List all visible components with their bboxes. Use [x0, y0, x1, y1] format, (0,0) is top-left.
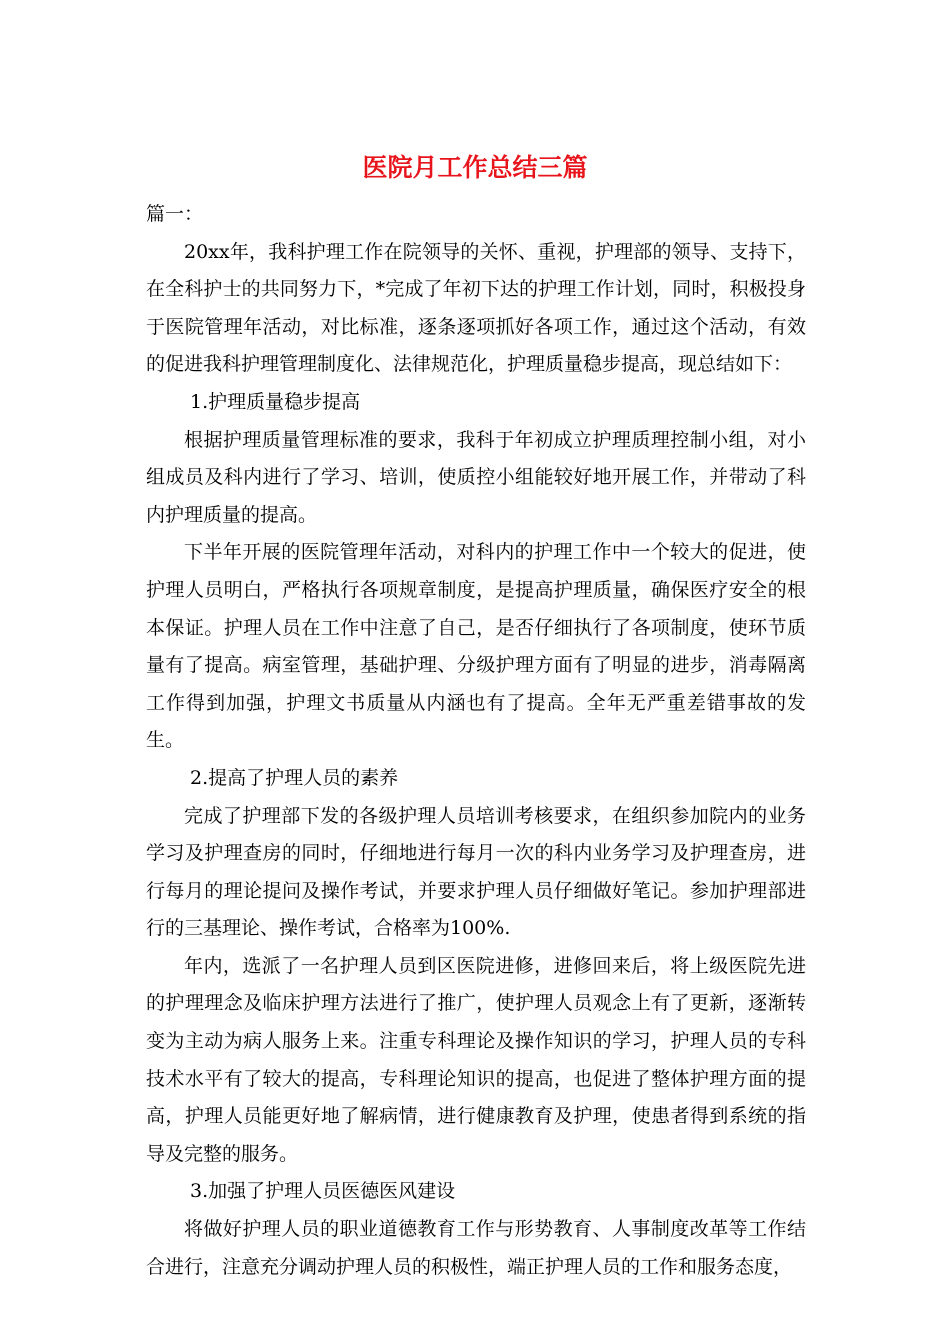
section-heading: 1.护理质量稳步提高 — [190, 390, 361, 413]
body-paragraph: 完成了护理部下发的各级护理人员培训考核要求，在组织参加院内的业务学习及护理查房的同时，仔细地进行每月一次的科内业务学习及护理查房，进行每月的理论提问及操作考试，并要求护理人员仔细做好笔记。参加护理部进行的三基理论、操作考试，合格率为100%. — [146, 804, 806, 940]
section-label: 篇一： — [146, 203, 204, 225]
section-heading: 3.加强了护理人员医德医风建设 — [190, 1180, 456, 1203]
document-body — [146, 196, 806, 1286]
section-heading: 2.提高了护理人员的素养 — [190, 766, 399, 789]
document-title: 医院月工作总结三篇 — [362, 153, 588, 182]
body-paragraph: 年内，选派了一名护理人员到区医院进修，进修回来后，将上级医院先进的护理理念及临床护理方法进行了推广，使护理人员观念上有了更新，逐渐转变为主动为病人服务上来。注重专科理论及操作知识的学习，护理人员的专科技术水平有了较大的提高，专科理论知识的提高，也促进了整体护理方面的提高，护理人员能更好地了解病情，进行健康教育及护理，使患者得到系统的指导及完整的服务。 — [146, 954, 806, 1165]
body-paragraph: 将做好护理人员的职业道德教育工作与形势教育、人事制度改革等工作结合进行，注意充分调动护理人员的积极性，端正护理人员的工作和服务态度， — [146, 1218, 806, 1278]
body-paragraph: 根据护理质量管理标准的要求，我科于年初成立护理质理控制小组，对小组成员及科内进行了学习、培训，使质控小组能较好地开展工作，并带动了科内护理质量的提高。 — [146, 428, 806, 526]
body-paragraph: 下半年开展的医院管理年活动，对科内的护理工作中一个较大的促进，使护理人员明白，严格执行各项规章制度，是提高护理质量，确保医疗安全的根本保证。护理人员在工作中注意了自己，是否仔细执行了各项制度，使环节质量有了提高。病室管理，基础护理、分级护理方面有了明显的进步，消毒隔离工作得到加强，护理文书质量从内涵也有了提高。全年无严重差错事故的发生。 — [146, 541, 806, 752]
body-paragraph: 20xx年，我科护理工作在院领导的关怀、重视，护理部的领导、支持下，在全科护士的共同努力下，*完成了年初下达的护理工作计划，同时，积极投身于医院管理年活动，对比标准，逐条逐项抓好各项工作，通过这个活动，有效的促进我科护理管理制度化、法律规范化，护理质量稳步提高，现总结如下： — [146, 240, 806, 376]
